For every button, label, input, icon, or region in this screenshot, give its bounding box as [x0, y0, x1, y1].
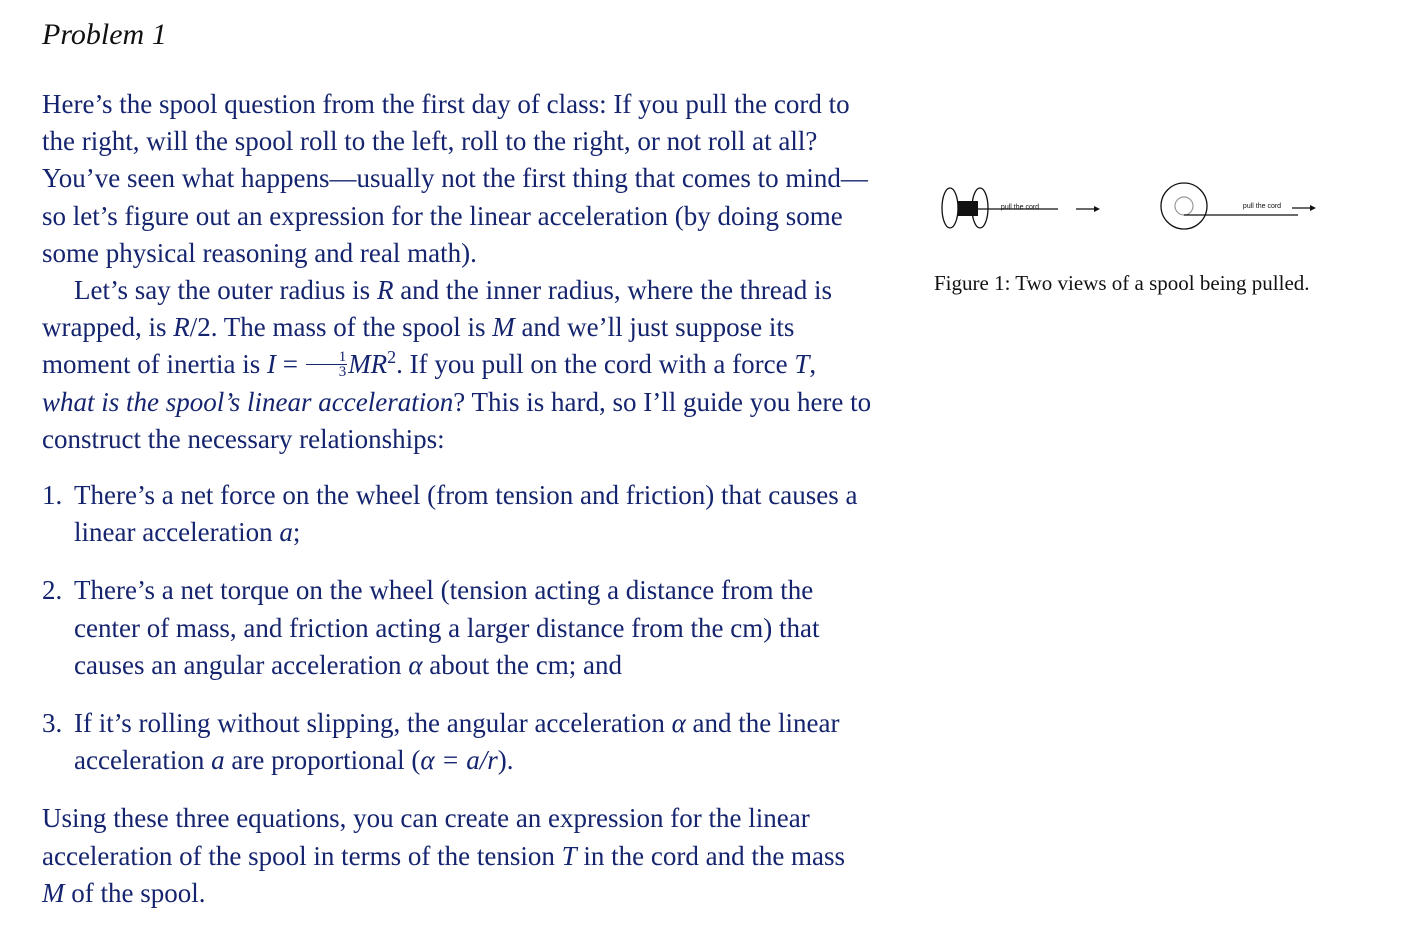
intro-paragraph: Here’s the spool question from the first day of class: If you pull the cord to the right, will the spool roll to the left, roll to the right, or not roll at all? You’ve seen what happens—usually not the first thing that comes to mind—so let’s figure out an expression for the linear acceleration (by doing some some physical reasoning and real math). — [42, 89, 868, 268]
var-M: M — [492, 312, 515, 343]
var-I: I — [266, 349, 276, 380]
var-T: T — [794, 349, 810, 380]
fraction-one-third: $\frac{1}{3}$ — [306, 350, 348, 379]
list-item: 2. There’s a net torque on the wheel (tension acting a distance from the center of mass, and friction acting a larger distance from the cm) that causes an angular acceleration α about the cm; and — [42, 575, 820, 680]
pull-label-right: pull the cord — [1242, 203, 1282, 210]
spool-side-view — [942, 188, 1100, 228]
problem-body — [42, 86, 872, 912]
spool-front-view — [1161, 183, 1316, 229]
steps-list — [42, 477, 872, 779]
closing-paragraph: Using these three equations, you can create an expression for the linear acceleration of the spool in terms of the tension T in the cord and the mass M of the spool. — [42, 803, 846, 908]
figure-caption: Figure 1: Two views of a spool being pulled. — [934, 271, 1310, 295]
list-item: 1. There’s a net force on the wheel (from tension and friction) that causes a linear acceleration a; — [42, 480, 858, 548]
spool-diagram — [936, 176, 1336, 240]
arrow-right-icon — [1310, 205, 1316, 211]
list-item: 3. If it’s rolling without slipping, the angular acceleration α and the linear acceleration a are proportional (α = a/r). — [42, 708, 840, 776]
setup-paragraph: Let’s say the outer radius is R and the inner radius, where the thread is wrapped, is R/2. The mass of the spool is M and we’ll just suppose its moment of inertia is I = $\frac{1}{3}$ $MR^2$. If you pull on the cord with a force T, what is the spool’s linear acceleration? This is hard, so I’ll guide you here to construct the necessary relationships: — [42, 275, 872, 454]
pull-label-left: pull the cord — [1000, 204, 1040, 211]
var-R: R — [376, 275, 394, 306]
spool-figure — [936, 176, 1336, 240]
problem-title: Problem 1 — [42, 18, 167, 51]
arrow-right-icon — [1094, 206, 1100, 212]
key-question: what is the spool’s linear acceleration — [42, 386, 454, 417]
var-R-inner: R — [173, 312, 190, 343]
